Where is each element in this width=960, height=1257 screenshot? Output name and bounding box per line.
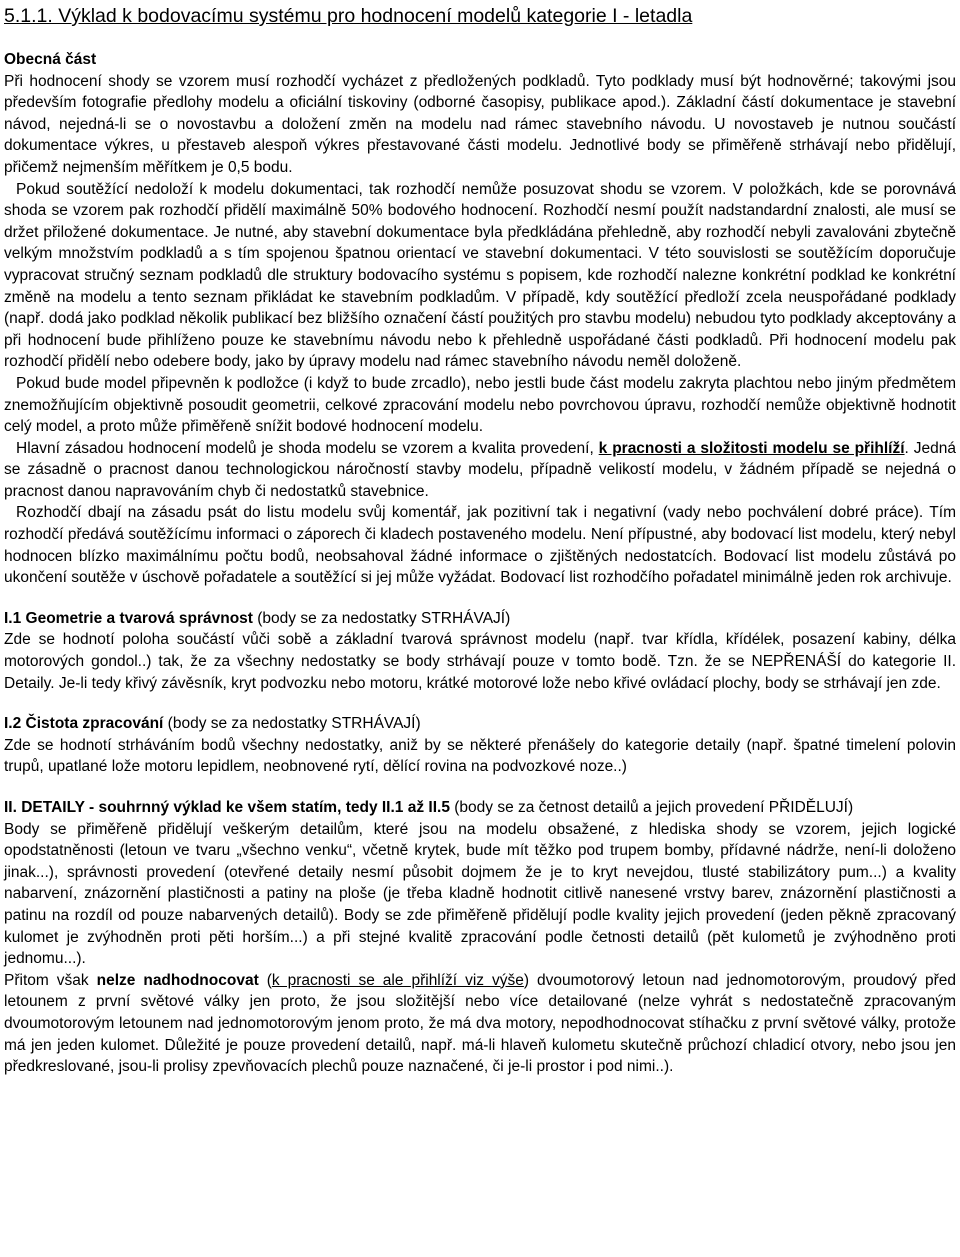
section-heading <box>4 608 956 630</box>
document-page <box>0 2 960 1078</box>
text-run: ( <box>258 971 272 989</box>
section-note: (body se za četnost detailů a jejich provedení PŘIDĚLUJÍ) <box>449 799 854 816</box>
section-title: I.1 Geometrie a tvarová správnost <box>4 609 253 627</box>
section-geometry <box>4 608 956 694</box>
text-run: ) dvoumotorový letoun nad jednomotorovým, proudový před letounem z první světové války jen proto, že jsou složitější nebo více detailované (nelze vyhrát s nedostatečně zpracovaným dvoumotorovým letounem nad jednomotorovým jenom proto, že má dva motory, nepodhodnocovat stíhačku z první světové války, protože má jen jeden kulomet. Důležité je pouze provedení detailů, např. má-li hlaveň kulometu skutečně průchozí chladicí otvory, nebo jsou jen předkreslované, jsou-li prolisy zpevňovacích plechů pouze naznačené, či je-li prostor i pod nimi..). <box>4 971 956 1076</box>
paragraph-main-principle <box>4 438 956 503</box>
section-text: Body se přiměřeně přidělují veškerým detailům, které jsou na modelu obsažené, z hlediska shody se vzorem, jejich logické opodstatněnosti (letoun ve tvaru „všechno venku“, včetně krytek, bude mít těžko pod trupem bomby, přídavné nádrže, není-li doloženo jinak...), správnosti provedení (otevřené detaily nesmí působit dojmem že je to kryt nevejdou, tlusté stabilizátory pum...) a kvality nabarvení, znázornění plastičnosti a patiny na ploše (je třeba kladně hodnotit citlivě nanesené vrstvy barev, znázornění plastičnosti a patinu na rozdíl od pouze nabarvených detailů). Body se zde přiměřeně přidělují podle kvality jejich provedení (jeden pěkně zpracovaný kulomet je zvýhodněn proti pěti horším...) a při stejné kvalitě zpracování podle četnosti detailů (pět kulometů je zvýhodněno proti jednomu...). <box>4 820 956 968</box>
general-heading: Obecná část <box>4 51 97 68</box>
paragraph-mounting: Pokud bude model připevněn k podložce (i když to bude zrcadlo), nebo jestli bude část modelu zakryta plachtou nebo jiným předmětem znemožňujícím objektivně posoudit geometrii, celkové zpracování modelu nebo povrchovou úpravu, rozhodčí nemůže objektivně hodnotit celý model, a proto může přiměřeně snížit bodové hodnocení modelu. <box>4 374 956 436</box>
section-text: Zde se hodnotí poloha součástí vůči sobě a základní tvarová správnost modelu (např. tvar křídla, křídélek, posazení kabiny, délka motorových gondol..) tak, že za všechny nedostatky se body strhávají pouze v tomto bodě. Tzn. že se NEPŘENÁŠÍ do kategorie II. Detaily. Je-li tedy křivý závěsník, kryt podvozku nebo motoru, krátké motorové lože nebo křivé ovládací plochy, body se strhávají jen zde. <box>4 631 956 692</box>
section-text-2 <box>4 970 956 1078</box>
section-note: (body se za nedostatky STRHÁVAJÍ) <box>252 609 511 627</box>
section-details <box>4 797 956 1078</box>
underlined-run: k pracnosti se ale přihlíží viz výše <box>271 971 524 989</box>
section-title: II. DETAILY - souhrnný výklad ke všem statím, tedy II.1 až II.5 <box>4 799 450 816</box>
paragraph-comments: Rozhodčí dbají na zásadu psát do listu modelu svůj komentář, jak pozitivní tak i negativní (vady nebo pochválení dobré práce). Tím rozhodčí předává soutěžícímu informaci o záporech či kladech postaveného modelu. Není přípustné, aby bodovací list modelu, který nebyl hodnocen blízko maximálnímu počtu bodů, neobsahoval žádné informace o zjištěných nedostatcích. Bodovací list modelu zůstává po ukončení soutěže v úschově pořadatele a soutěžící si jej může vyžádat. Bodovací list rozhodčího pořadatel minimálně jeden rok archivuje. <box>4 504 956 587</box>
paragraph-missing-documentation: Pokud soutěžící nedoloží k modelu dokumentaci, tak rozhodčí nemůže posuzovat shodu se vzorem. V položkách, kde se porovnává shoda se vzorem pak rozhodčí přidělí maximálně 50% bodového hodnocení. Rozhodčí nesmí použít nadstandardní znalosti, ale musí se držet přiložené dokumentace. Je nutné, aby stavební dokumentace byla předkládána přehledně, aby rozhodčí nebyli zavalováni zbytečně velkým množstvím podkladů a s tím spojenou špatnou orientací ve stavební dokumentaci. V této souvislosti se soutěžícím doporučuje vypracovat stručný seznam podkladů dle struktury bodovacího systému s popisem, kde rozhodčí nalezne konkrétní podklad ke konkrétní změně na modelu a tento seznam přikládat ke stavebním podkladům. V případě, kdy soutěžící předloží zcela neuspořádané podklady (např. dodá jako podklad několik publikací bez bližšího označení částí použitých pro stavbu modelu) nebudou tyto podklady akceptovány a při hodnocení bude přihlíženo pouze ke stavebnímu návodu nebo k přehledně uspořádané části podkladů. Při hodnocení modelu pak rozhodčí přidělí nebo odebere body, jako by úpravy modelu nad rámec stavebního návodu neměl doloženě. <box>4 180 956 371</box>
text-run: Přitom však <box>4 971 97 989</box>
section-title: I.2 Čistota zpracování <box>4 715 164 733</box>
paragraph-documentation: Při hodnocení shody se vzorem musí rozhodčí vycházet z předložených podkladů. Tyto podklady musí být hodnověrné; takovými jsou především fotografie předlohy modelu a oficiální tiskoviny (odborné časopisy, publikace apod.). Základní částí dokumentace je stavební návod, nejedná-li se o novostavbu a doložení změn na modelu nad rámec stavebního návodu. U novostaveb je nutnou součástí dokumentace výkres, u přestaveb alespoň výkres přestavované části modelu. Jednotlivé body se přiměřeně strhávají nebo přidělují, přičemž nejmenším měřítkem je 0,5 bodu. <box>4 72 956 176</box>
section-cleanliness <box>4 713 956 778</box>
section-heading <box>4 713 956 735</box>
page-title: 5.1.1. Výklad k bodovacímu systému pro hodnocení modelů kategorie I - letadla <box>4 5 693 27</box>
section-note: (body se za nedostatky STRHÁVAJÍ) <box>163 715 421 733</box>
section-text: Zde se hodnotí strháváním bodů všechny nedostatky, aniž by se některé přenášely do kategorie detaily (např. špatné timelení polovin trupů, upatlané lože motoru lepidlem, neobnovené rytí, dělící rovina na podvozkové noze..) <box>4 736 956 776</box>
section-heading <box>4 797 956 819</box>
main-principle-text-a: Hlavní zásadou hodnocení modelů je shoda modelu se vzorem a kvalita provedení, <box>16 439 599 457</box>
bold-run: nelze nadhodnocovat <box>96 971 259 989</box>
main-principle-text-b: . Jedná se zásadně o pracnost danou technologickou náročností stavby modelu, případně velikostí modelu, v žádném případě se nejedná o pracnost danou napravováním chyb či nedostatků stavebnice. <box>4 439 956 500</box>
main-principle-underlined: k pracnosti a složitosti modelu se přihlíží <box>598 439 905 457</box>
